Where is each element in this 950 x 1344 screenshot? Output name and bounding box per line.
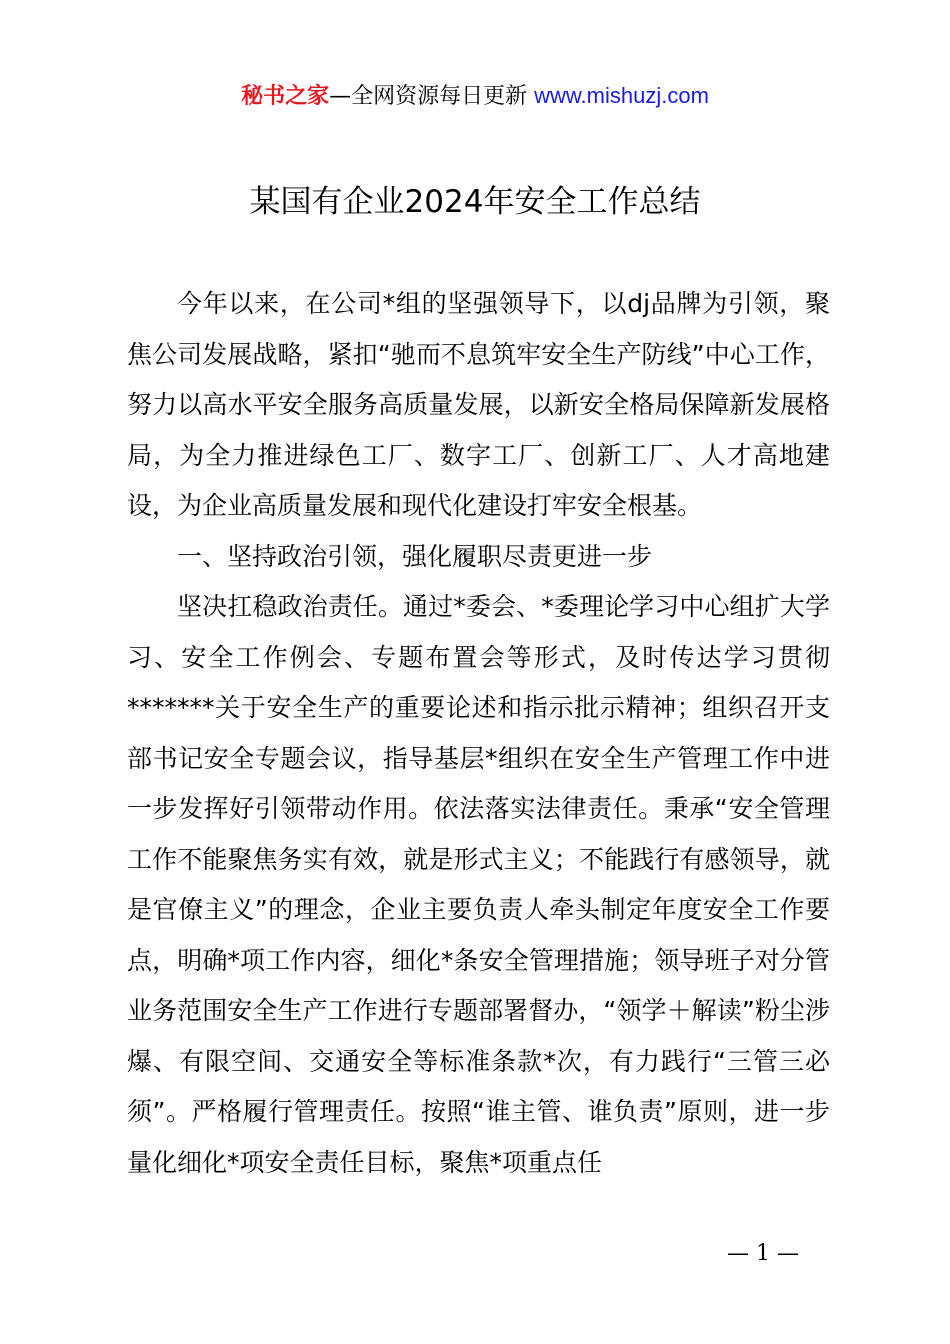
intro-paragraph: 今年以来，在公司*组的坚强领导下，以dj品牌为引领，聚焦公司发展战略，紧扣“驰而不息筑牢安全生产防线”中心工作，努力以高水平安全服务高质量发展，以新安全格局保障新发展格局，为全力推进绿色工厂、数字工厂、创新工厂、人才高地建设，为企业高质量发展和现代化建设打牢安全根基。 — [127, 289, 830, 520]
page-number: — 1 — — [727, 1241, 799, 1266]
body-paragraph: 坚决扛稳政治责任。通过*委会、*委理论学习中心组扩大学习、安全工作例会、专题布置会等形式，及时传达学习贯彻*******关于安全生产的重要论述和指示批示精神；组织召开支部书记安全专题会议，指导基层*组织在安全生产管理工作中进一步发挥好引领带动作用。依法落实法律责任。秉承“安全管理工作不能聚焦务实有效，就是形式主义；不能践行有感领导，就是官僚主义”的理念，企业主要负责人牵头制定年度安全工作要点，明确*项工作内容，细化*条安全管理措施；领导班子对分管业务范围安全生产工作进行专题部署督办，“领学＋解读”粉尘涉爆、有限空间、交通安全等标准条款*次，有力践行“三管三必须”。严格履行管理责任。按照“谁主管、谁负责”原则，进一步量化细化*项安全责任目标，聚焦*项重点任 — [127, 592, 830, 1177]
site-header — [0, 80, 950, 113]
site-tagline: —全网资源每日更新 — [329, 84, 528, 109]
section-heading: 一、坚持政治引领，强化履职尽责更进一步 — [177, 541, 653, 571]
document-title: 某国有企业2024年安全工作总结 — [249, 184, 701, 220]
site-name: 秘书之家 — [241, 84, 330, 109]
site-url-link[interactable]: www.mishuzj.com — [534, 83, 709, 108]
document-body — [127, 279, 830, 1188]
